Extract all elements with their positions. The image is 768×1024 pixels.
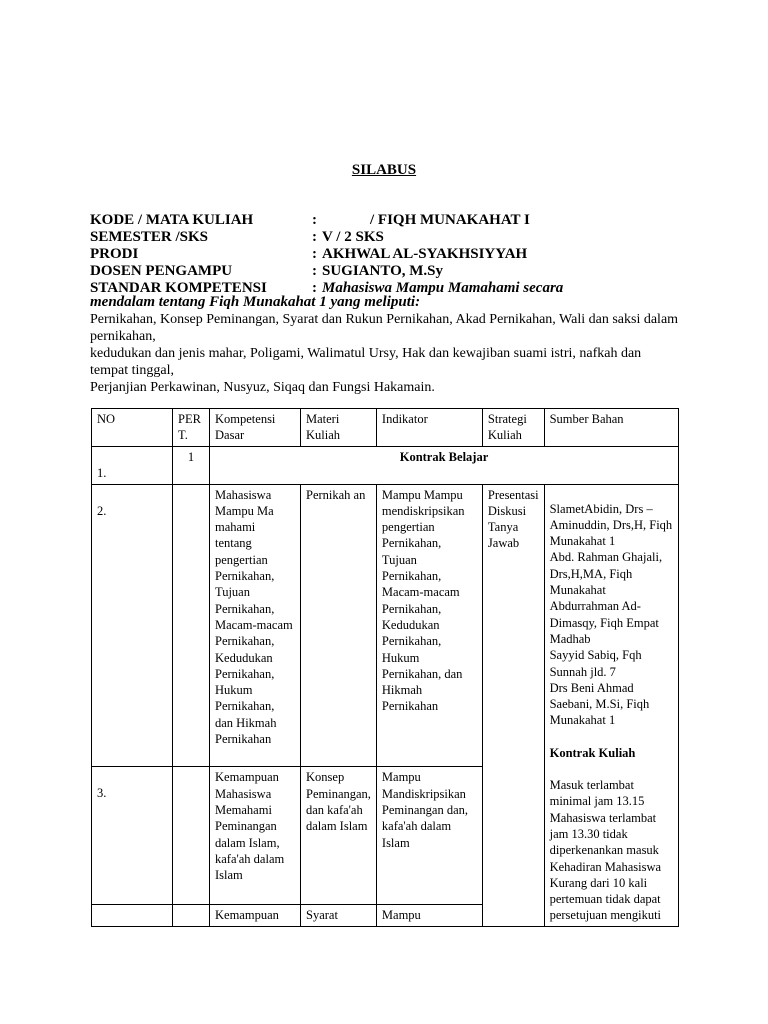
- header-separator: :: [312, 246, 317, 262]
- header-label: PRODI: [90, 246, 139, 262]
- cell-pert: [173, 484, 210, 767]
- cell-strategi-kuliah: Presentasi Diskusi Tanya Jawab: [482, 484, 544, 926]
- header-value: SUGIANTO, M.Sy: [322, 263, 443, 279]
- cell-materi-kuliah: Konsep Peminangan, dan kafa'ah dalam Islam: [301, 767, 377, 905]
- document-title: SILABUS: [351, 162, 417, 178]
- cell-no: 2.: [92, 484, 173, 767]
- cell-no: [92, 905, 173, 926]
- kontrak-item: Kehadiran Mahasiswa Kurang dari 10 kali pertemuan tidak dapat persetujuan mengikuti: [549, 859, 662, 923]
- competency-description: [90, 294, 680, 396]
- body-line: Perjanjian Perkawinan, Nusyuz, Siqaq dan Fungsi Hakamain.: [90, 380, 435, 395]
- table-row: [92, 446, 679, 484]
- header-strategi-kuliah: Strategi Kuliah: [482, 409, 544, 447]
- cell-pert: [173, 767, 210, 905]
- header-pert: PER T.: [173, 409, 210, 447]
- cell-materi-kuliah: Syarat: [301, 905, 377, 926]
- header-value: / FIQH MUNAKAHAT I: [370, 212, 530, 228]
- cell-no: 1.: [92, 446, 173, 484]
- cell-pert: [173, 905, 210, 926]
- cell-kontrak-belajar: Kontrak Belajar: [210, 446, 679, 484]
- header-separator: :: [312, 280, 317, 296]
- header-kompetensi-dasar: Kompetensi Dasar: [210, 409, 301, 447]
- cell-no: 3.: [92, 767, 173, 905]
- cell-kompetensi-dasar: Kemampuan: [210, 905, 301, 926]
- cell-indikator: Mampu Mandiskripsikan Peminangan dan, kafa'ah dalam Islam: [376, 767, 482, 905]
- cell-kompetensi-dasar: Kemampuan Mahasiswa Memahami Peminangan dalam Islam, kafa'ah dalam Islam: [210, 767, 301, 905]
- header-label: KODE / MATA KULIAH: [90, 212, 254, 228]
- source-item: Abdurrahman Ad-Dimasqy, Fiqh Empat Madhab: [549, 599, 659, 646]
- header-no: NO: [92, 409, 173, 447]
- header-label: STANDAR KOMPETENSI: [90, 280, 267, 296]
- header-label: DOSEN PENGAMPU: [90, 263, 233, 279]
- kontrak-item: Masuk terlambat minimal jam 13.15: [549, 778, 645, 809]
- header-sumber-bahan: Sumber Bahan: [544, 409, 678, 447]
- kontrak-item: Mahasiswa terlambat jam 13.30 tidak diperkenankan masuk: [549, 810, 659, 858]
- cell-indikator: Mampu: [376, 905, 482, 926]
- header-separator: :: [312, 263, 317, 279]
- cell-pert: 1: [173, 446, 210, 484]
- header-separator: :: [312, 212, 317, 228]
- source-item: SlametAbidin, Drs – Aminuddin, Drs,H, Fiqh Munakahat 1: [549, 501, 673, 549]
- body-line: kedudukan dan jenis mahar, Poligami, Walimatul Ursy, Hak dan kewajiban suami istri, nafkah dan tempat tinggal,: [90, 346, 642, 378]
- body-line: Pernikahan, Konsep Peminangan, Syarat dan Rukun Pernikahan, Akad Pernikahan, Wali dan saksi dalam pernikahan,: [90, 312, 679, 344]
- table-header-row: [92, 409, 679, 447]
- cell-kompetensi-dasar: Mahasiswa Mampu Ma mahami tentang pengertian Pernikahan, Tujuan Pernikahan, Macam-macam Pernikahan, Kedudukan Pernikahan, Hukum Pernikahan, dan Hikmah Pernikahan: [210, 484, 301, 767]
- cell-sumber-bahan: [544, 484, 678, 926]
- source-item: Drs Beni Ahmad Saebani, M.Si, Fiqh Munakahat 1: [549, 680, 650, 728]
- cell-materi-kuliah: Pernikah an: [301, 484, 377, 767]
- source-item: Abd. Rahman Ghajali, Drs,H,MA, Fiqh Munakahat: [549, 550, 663, 598]
- header-materi-kuliah: Materi Kuliah: [301, 409, 377, 447]
- header-value: Mahasiswa Mampu Mamahami secara: [322, 280, 564, 296]
- header-indikator: Indikator: [376, 409, 482, 447]
- syllabus-table: [91, 408, 679, 927]
- header-label: SEMESTER /SKS: [90, 229, 208, 245]
- source-item: Sayyid Sabiq, Fqh Sunnah jld. 7: [549, 648, 642, 679]
- table-row: [92, 484, 679, 767]
- header-value: AKHWAL AL-SYAKHSIYYAH: [322, 246, 528, 262]
- header-separator: :: [312, 229, 317, 245]
- kontrak-kuliah-title: Kontrak Kuliah: [549, 745, 636, 760]
- cell-indikator: Mampu Mampu mendiskripsikan pengertian Pernikahan, Tujuan Pernikahan, Macam-macam Pernikahan, Kedudukan Pernikahan, Hukum Pernikahan, dan Hikmah Pernikahan: [376, 484, 482, 767]
- standar-continuation: mendalam tentang Fiqh Munakahat 1 yang meliputi:: [90, 294, 421, 310]
- header-value: V / 2 SKS: [322, 229, 384, 245]
